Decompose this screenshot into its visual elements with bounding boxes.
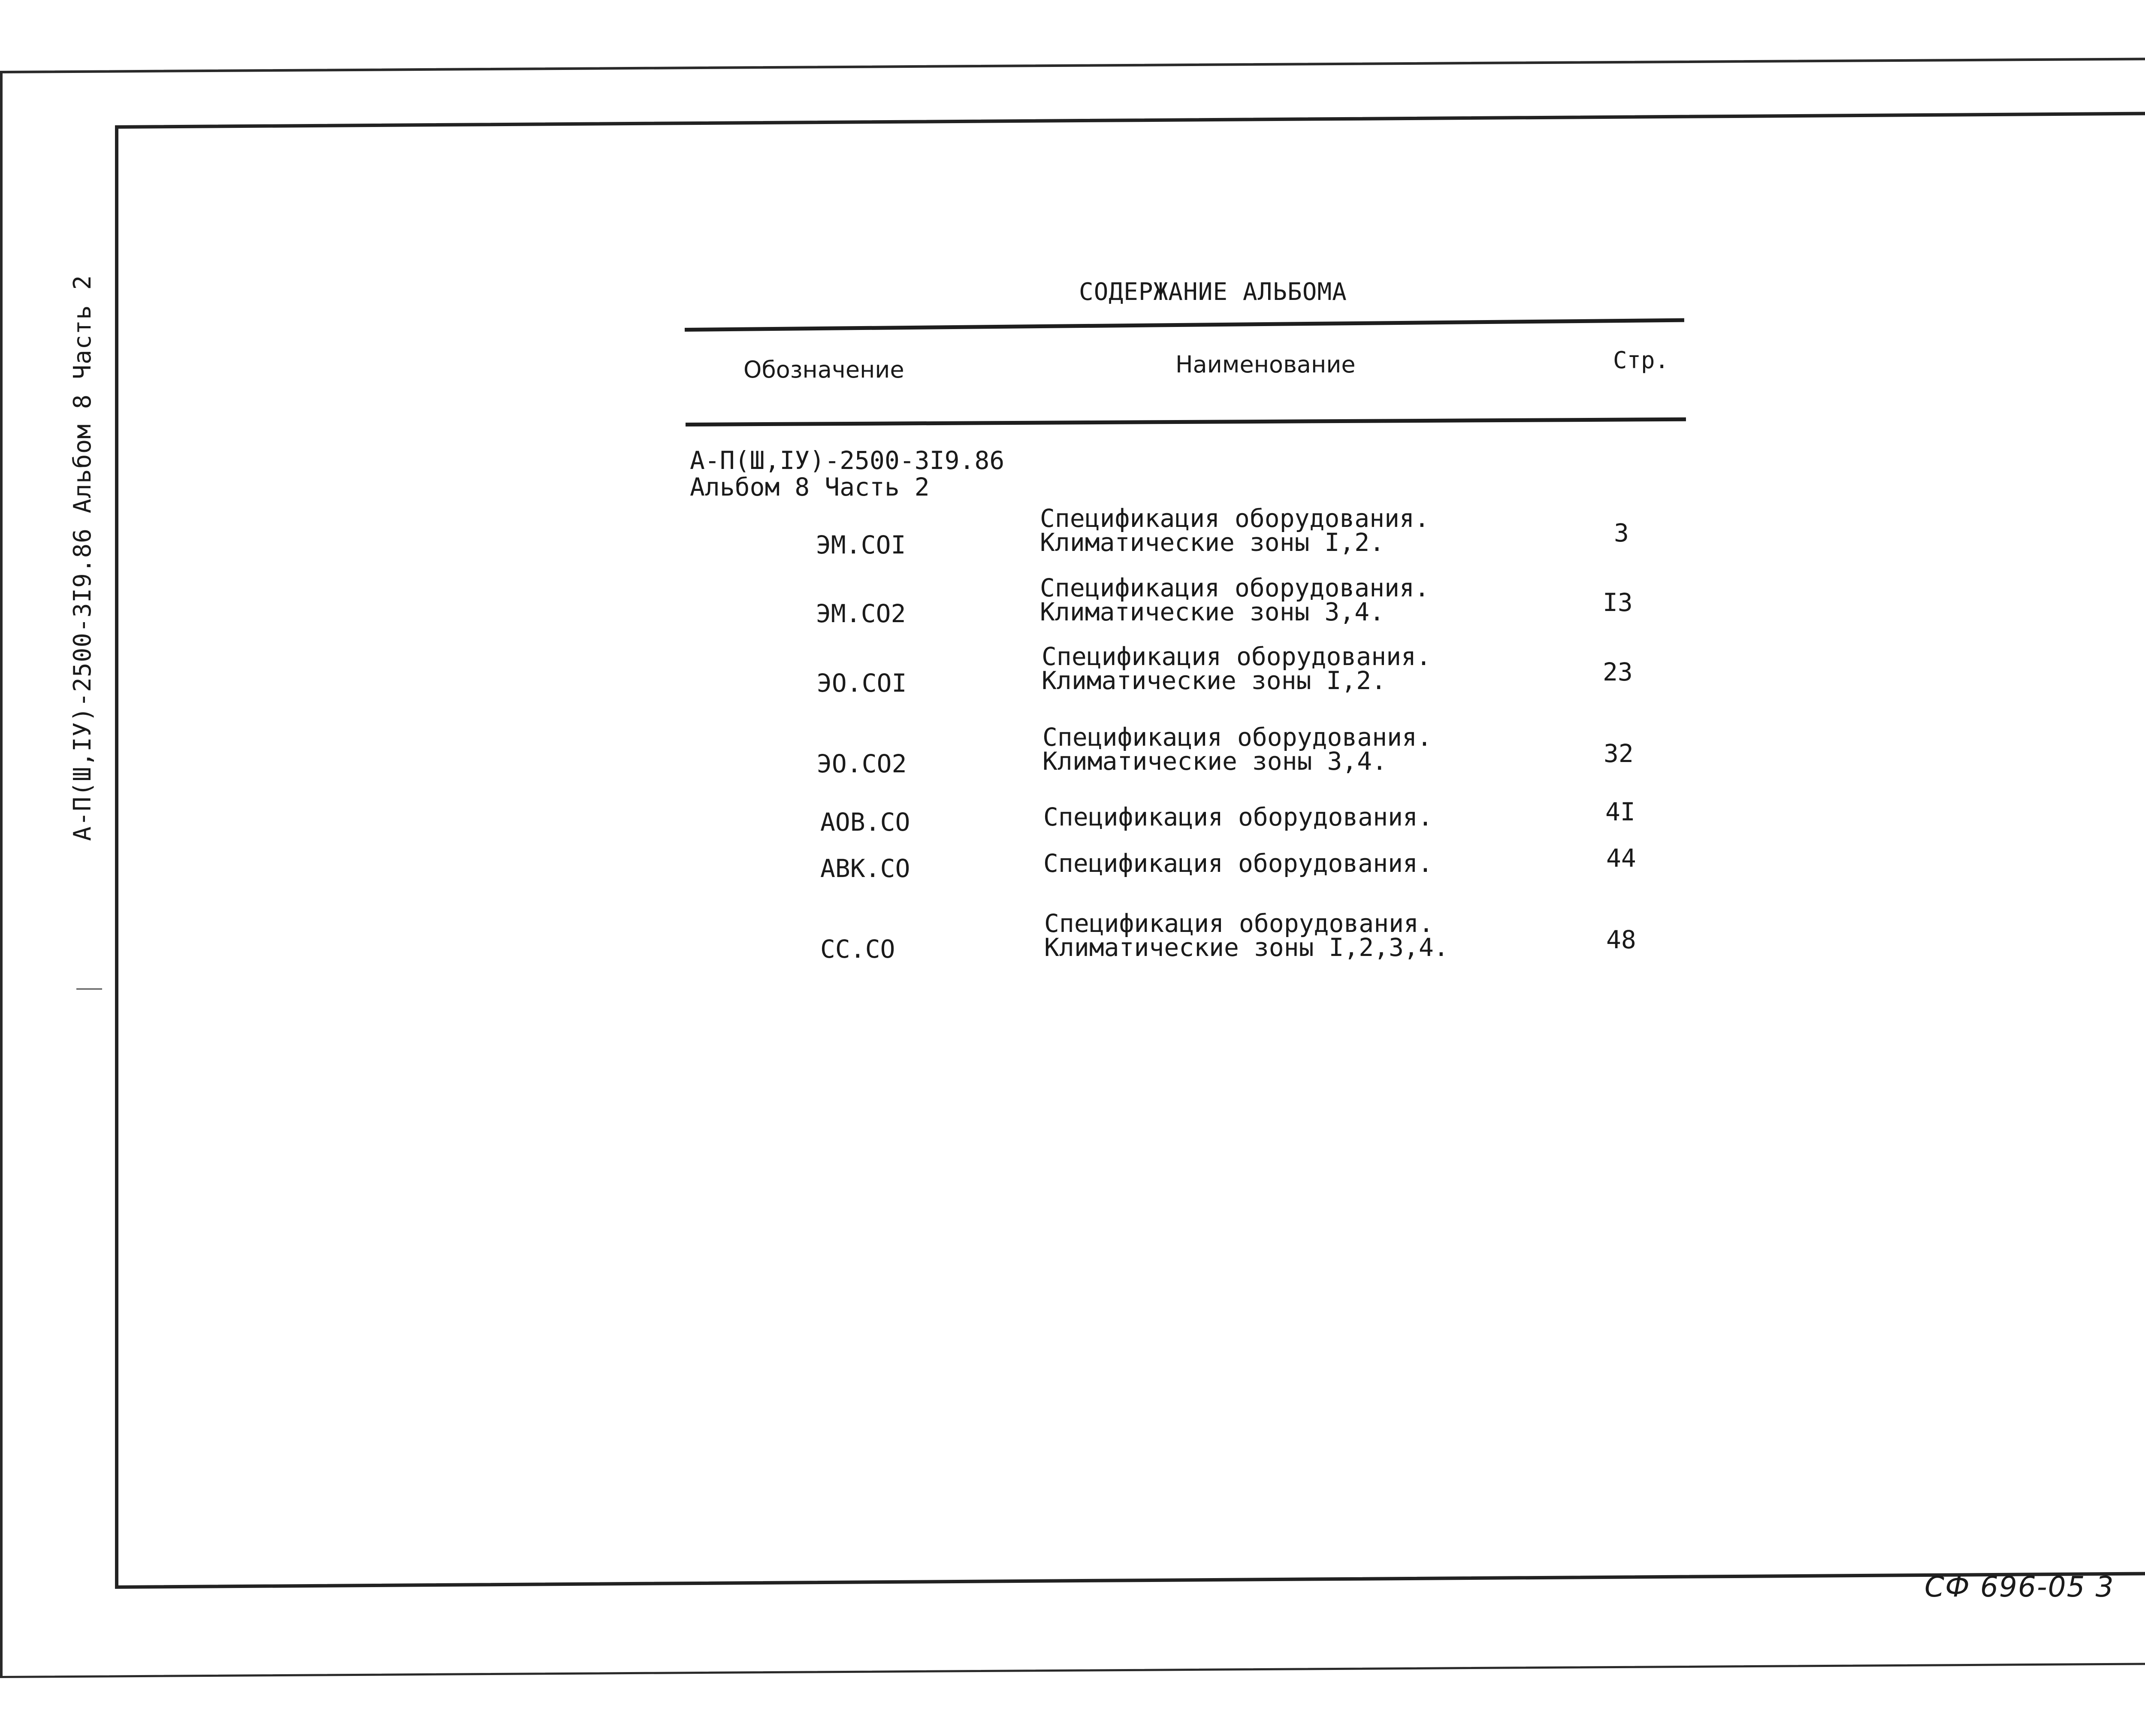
- row-page: 44: [1606, 844, 1636, 873]
- row-description: [1042, 723, 1432, 776]
- row-description-line-2: Климатические зоны I,2.: [1040, 528, 1385, 557]
- row-description: [1042, 644, 1431, 693]
- column-header-name: Наименование: [1175, 351, 1356, 378]
- row-code: СС.СО: [820, 935, 895, 964]
- row-description-line-2: Климатические зоны I,2,3,4.: [1044, 933, 1449, 962]
- row-description-line-1: Спецификация оборудования.: [1040, 504, 1429, 533]
- row-page: 23: [1603, 657, 1633, 687]
- margin-mark: [76, 988, 102, 990]
- row-code: ЭО.СО2: [817, 749, 907, 778]
- row-page: I3: [1603, 588, 1633, 617]
- row-description: [1043, 802, 1433, 832]
- row-description: [1040, 573, 1429, 626]
- series-line-1: А-П(Ш,IУ)-2500-3I9.86: [690, 446, 1005, 475]
- row-description: [1040, 504, 1429, 557]
- row-description-line-1: Спецификация оборудования.: [1044, 909, 1434, 938]
- row-description-line-1: Спецификация оборудования.: [1042, 723, 1432, 752]
- row-code: АВК.СО: [820, 854, 910, 883]
- row-description-line-2: Климатические зоны I,2.: [1042, 666, 1387, 695]
- row-description-line-2: Климатические зоны 3,4.: [1042, 747, 1387, 776]
- page-title: СОДЕРЖАНИЕ АЛЬБОМА: [1079, 278, 1347, 306]
- row-page: 32: [1604, 739, 1634, 768]
- column-header-designation: Обозначение: [743, 356, 904, 383]
- row-code: АОВ.СО: [820, 808, 910, 837]
- row-page: 48: [1606, 925, 1636, 954]
- archive-stamp: СФ 696-05 3: [1924, 1570, 2115, 1603]
- row-description-line-1: Спецификация оборудования.: [1043, 849, 1433, 878]
- column-header-page: Стр.: [1613, 347, 1669, 374]
- row-description-line-1: Спецификация оборудования.: [1042, 642, 1431, 671]
- row-page: 3: [1614, 518, 1629, 547]
- row-page: 4I: [1605, 797, 1635, 826]
- row-description-line-1: Спецификация оборудования.: [1040, 573, 1429, 602]
- row-code: ЭМ.СО2: [816, 599, 906, 628]
- series-line-2: Альбом 8 Часть 2: [690, 472, 930, 502]
- row-description-line-2: Климатические зоны 3,4.: [1040, 597, 1385, 626]
- row-code: ЭМ.СОI: [816, 530, 906, 560]
- side-title: А-П(Ш,IУ)-2500-3I9.86 Альбом 8 Часть 2: [69, 275, 97, 841]
- series-designation: [690, 447, 1004, 500]
- row-description: [1043, 849, 1433, 878]
- row-code: ЭО.СОI: [817, 668, 907, 698]
- row-description: [1044, 909, 1449, 962]
- row-description-line-1: Спецификация оборудования.: [1043, 802, 1433, 832]
